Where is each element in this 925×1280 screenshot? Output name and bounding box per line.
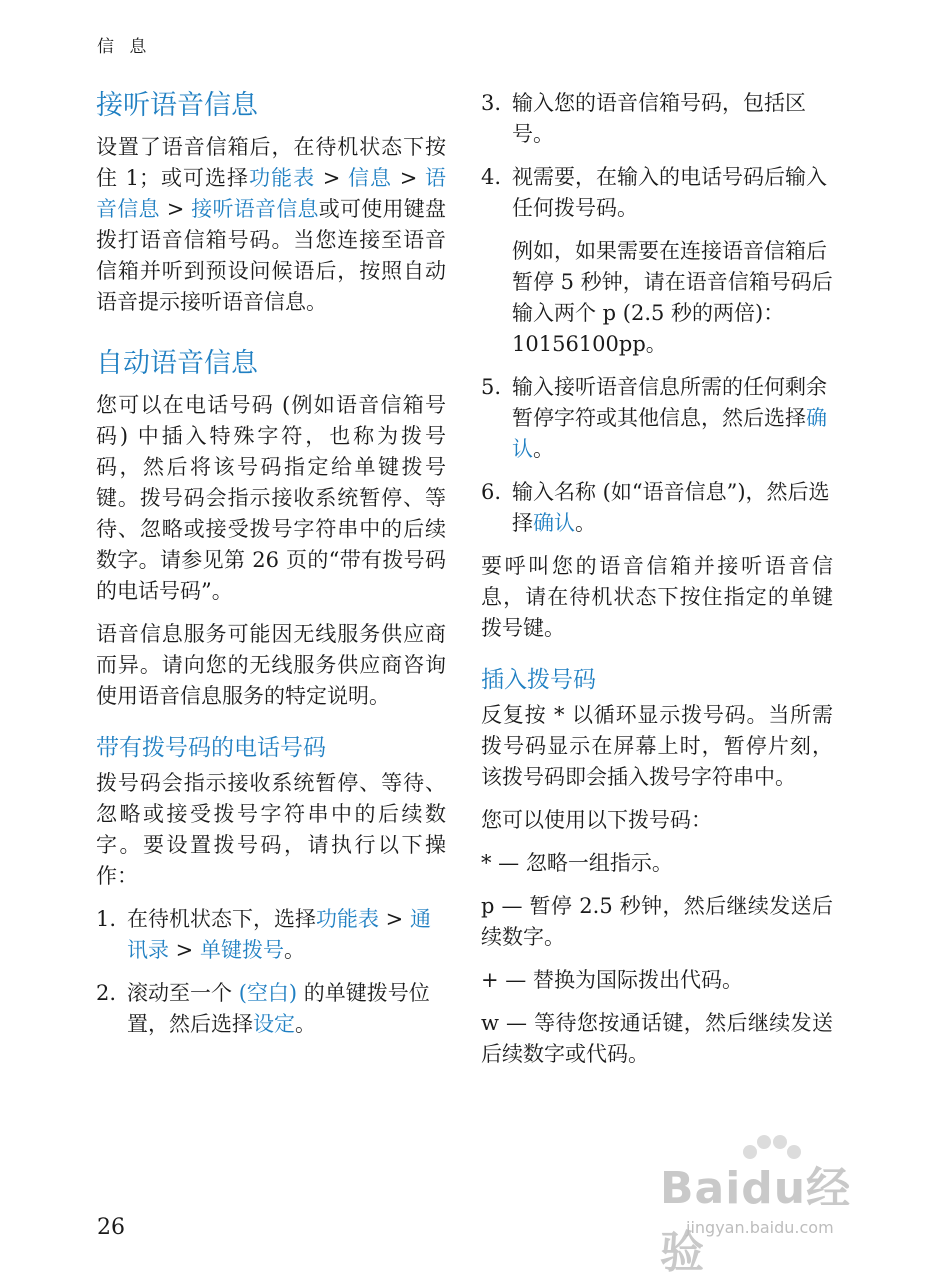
step-5: 5. 输入接听语音信息所需的任何剩余暂停字符或其他信息，然后选择确认。: [481, 375, 827, 461]
section-title-dial-codes-number: 带有拨号码的电话号码: [96, 735, 326, 761]
watermark-logo: Baidu经验: [660, 1163, 852, 1278]
code-item-p: p — 暂停 2.5 秒钟，然后继续发送后续数字。: [481, 894, 833, 949]
auto-voice-paragraph-2: 语音信息服务可能因无线服务供应商而异。请向您的无线服务供应商咨询使用语音信息服务的特定说明。: [96, 622, 446, 708]
step-1: 1. 在待机状态下，选择功能表 > 通讯录 > 单键拨号。: [96, 907, 431, 962]
call-voicemail-paragraph: 要呼叫您的语音信箱并接听语音信息，请在待机状态下按住指定的单键拨号键。: [481, 554, 833, 640]
menu-link-voice-messages: 语音信息: [96, 166, 446, 221]
available-codes-intro: 您可以使用以下拨号码：: [481, 808, 712, 832]
step-4-example: 例如，如果需要在连接语音信箱后暂停 5 秒钟，请在语音信箱号码后输入两个 p (2.5 秒的两倍)：10156100pp。: [512, 239, 833, 356]
dial-codes-paragraph: 拨号码会指示接收系统暂停、等待、忽略或接受拨号字符串中的后续数字。要设置拨号码，请执行以下操作：: [96, 771, 446, 888]
menu-link-messages: 信息: [348, 166, 393, 190]
code-item-plus: + — 替换为国际拨出代码。: [481, 968, 743, 992]
auto-voice-paragraph-1: 您可以在电话号码 (例如语音信箱号码) 中插入特殊字符，也称为拨号码，然后将该号码指定给单键拨号键。拨号码会指示接收系统暂停、等待、忽略或接受拨号字符串中的后续数字。请参见第 26 页的“带有拨号码的电话号码”。: [96, 393, 446, 603]
left-column: [96, 88, 446, 1052]
right-column: [481, 88, 833, 1082]
section-title-listen-voice: 接听语音信息: [96, 90, 258, 121]
page-number: 26: [97, 1215, 125, 1240]
baidu-watermark: [660, 1130, 880, 1278]
running-header: 信 息: [97, 37, 152, 57]
step-4: 4. 视需要，在输入的电话号码后输入任何拨号码。: [481, 165, 827, 220]
blank-slot-label: (空白): [238, 981, 298, 1005]
section-title-insert-dial-code: 插入拨号码: [481, 667, 596, 693]
section-title-auto-voice: 自动语音信息: [96, 348, 258, 379]
step-6: 6. 输入名称 (如“语音信息”)，然后选择确认。: [481, 480, 830, 535]
menu-link-function-table: 功能表: [316, 907, 379, 931]
watermark-url: jingyan.baidu.com: [686, 1218, 834, 1237]
steps-list-right: [481, 88, 833, 224]
code-item-w: w — 等待您按通话键，然后继续发送后续数字或代码。: [481, 1011, 833, 1066]
insert-dial-code-paragraph: 反复按 * 以循环显示拨号码。当所需拨号码显示在屏幕上时，暂停片刻，该拨号码即会插入拨号字符串中。: [481, 703, 833, 789]
menu-link-listen-voice: 接听语音信息: [191, 197, 319, 221]
menu-link-function-table: 功能表: [249, 166, 316, 190]
menu-link-set: 设定: [253, 1012, 295, 1036]
step-3: 3. 输入您的语音信箱号码，包括区号。: [481, 91, 806, 146]
listen-voice-paragraph: 设置了语音信箱后，在待机状态下按住 1；或可选择功能表 > 信息 > 语音信息 > 接听语音信息或可使用键盘拨打语音信箱号码。当您连接至语音信箱并听到预设问候语后，按照自动语音提示接听语音信息。: [96, 135, 447, 314]
steps-list-right-2: [481, 372, 833, 539]
code-item-star: * — 忽略一组指示。: [481, 851, 673, 875]
steps-list-left: [96, 904, 446, 1040]
menu-link-confirm: 确认: [512, 406, 827, 461]
menu-link-speed-dial: 单键拨号: [199, 938, 284, 962]
menu-link-contacts: 通讯录: [127, 907, 431, 962]
menu-link-confirm: 确认: [533, 511, 575, 535]
step-2: 2. 滚动至一个 (空白) 的单键拨号位置，然后选择设定。: [96, 981, 430, 1036]
